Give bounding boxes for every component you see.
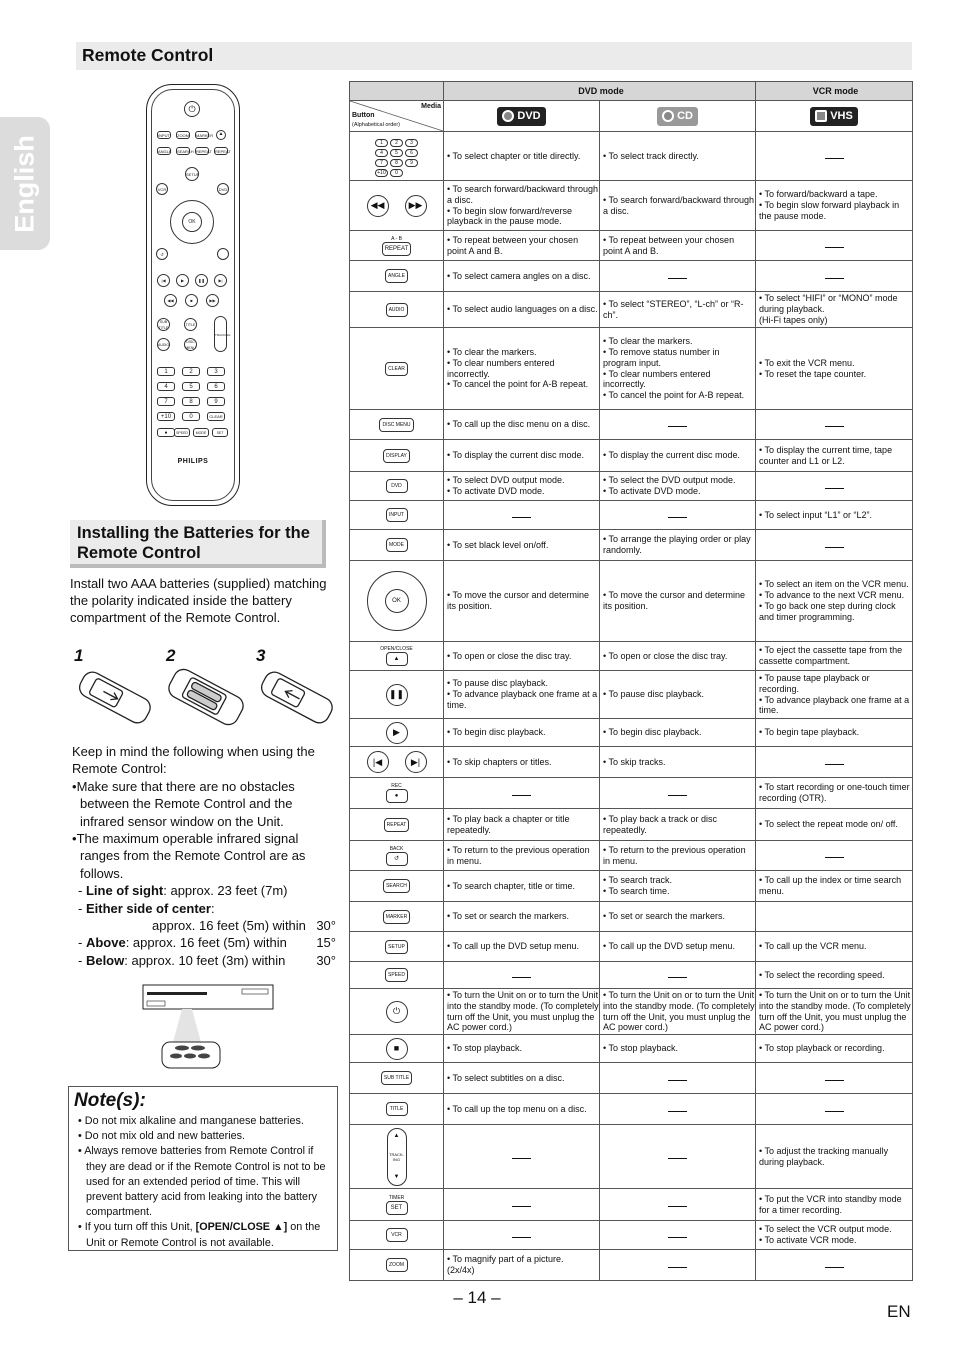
remote-btn-open-close: ▲ <box>216 130 226 140</box>
vcr-function-cell: • To select an item on the VCR menu. • To advance to the next VCR menu. • To go back one step during clock and timer programming. <box>756 561 913 642</box>
table-row <box>350 181 913 231</box>
vcr-function-cell <box>756 231 913 261</box>
note-item: • Do not mix old and new batteries. <box>78 1130 246 1143</box>
vcr-function-cell: • To display the current time, tape counter and L1 or L2. <box>756 440 913 472</box>
vhs-logo: VHS <box>810 107 858 126</box>
page-number: – 14 – <box>453 1288 501 1307</box>
table-row <box>350 328 913 410</box>
dvd-function-cell: • To select chapter or title directly. <box>444 132 600 181</box>
cd-function-cell: • To stop playback. <box>600 1035 756 1063</box>
angle-icon: ANGLE <box>350 261 444 292</box>
remote-btn-marker: MARKER <box>196 133 214 138</box>
dvd-function-cell: • To stop playback. <box>444 1035 600 1063</box>
language-tab: English <box>0 117 50 250</box>
play-icon: ▶ <box>176 274 189 287</box>
vcr-function-cell <box>756 530 913 561</box>
dvd-function-cell: • To select DVD output mode. • To activate DVD mode. <box>444 472 600 501</box>
vcr-function-cell: • To exit the VCR menu. • To reset the tape counter. <box>756 328 913 410</box>
remote-btn-tracking: TRACKING <box>214 316 227 352</box>
cd-function-cell: • To display the current disc mode. <box>600 440 756 472</box>
zoom-icon: ZOOM <box>350 1250 444 1281</box>
cd-logo: CD <box>657 107 698 126</box>
table-row <box>350 902 913 932</box>
vcr-icon: VCR <box>350 1221 444 1250</box>
dvd-function-cell: • To search chapter, title or time. <box>444 871 600 902</box>
rec-icon: REC ● <box>350 778 444 809</box>
cd-function-cell <box>600 410 756 440</box>
dvd-function-cell: • To pause disc playback. • To advance playback one frame at a time. <box>444 671 600 719</box>
vcr-function-cell <box>756 410 913 440</box>
vcr-mode-header: VCR mode <box>756 82 913 101</box>
cd-function-cell <box>600 1221 756 1250</box>
dvd-mode-header: DVD mode <box>444 82 756 101</box>
unit-infrared-illustration <box>142 984 274 1070</box>
cd-function-cell: • To begin disc playback. <box>600 719 756 747</box>
clear-icon: CLEAR <box>350 328 444 410</box>
batteries-text: Install two AAA batteries (supplied) matching the polarity indicated inside the battery compartment of the Remote Control. <box>70 576 327 625</box>
table-row <box>350 1189 913 1221</box>
step-3-label: 3 <box>256 646 266 665</box>
setup-icon: SETUP <box>350 932 444 962</box>
cd-function-cell <box>600 1189 756 1221</box>
table-row <box>350 561 913 642</box>
remote-btn-0: 0 <box>182 412 200 421</box>
range-line-of-sight: - Line of sight: approx. 23 feet (7m) <box>78 883 288 899</box>
cd-function-cell: • To search track. • To search time. <box>600 871 756 902</box>
step-2-label: 2 <box>166 646 176 665</box>
vcr-function-cell <box>756 1063 913 1094</box>
cd-function-cell: • To call up the DVD setup menu. <box>600 932 756 962</box>
notes-box <box>68 1086 338 1251</box>
stop-icon: ■ <box>350 1035 444 1063</box>
dvd-function-cell: • To begin disc playback. <box>444 719 600 747</box>
cd-function-cell: • To repeat between your chosen point A and B. <box>600 231 756 261</box>
vcr-function-cell: • To select “HIFI” or “MONO” mode during playback. (Hi-Fi tapes only) <box>756 292 913 328</box>
vcr-function-cell <box>756 1094 913 1125</box>
dvd-function-cell <box>444 962 600 989</box>
vcr-function-cell: • To begin tape playback. <box>756 719 913 747</box>
vcr-function-cell: • To start recording or one-touch timer recording (OTR). <box>756 778 913 809</box>
dvd-function-cell <box>444 1221 600 1250</box>
dvd-function-cell <box>444 1189 600 1221</box>
stop-icon: ■ <box>185 294 198 307</box>
remote-btn-disc-menu: DISC MENU <box>185 340 196 350</box>
rewind-icon: ◀◀ <box>164 294 177 307</box>
keep-intro: Keep in mind the following when using the Remote Control: <box>72 744 315 777</box>
skip-forward-icon: ▶| <box>214 274 227 287</box>
power-icon: ⏻ <box>184 101 200 117</box>
search-icon: SEARCH <box>350 871 444 902</box>
vcr-function-cell: • To put the VCR into standby mode for a timer recording. <box>756 1189 913 1221</box>
cd-function-cell: • To play back a track or disc repeatedly. <box>600 809 756 841</box>
dvd-function-cell <box>444 501 600 530</box>
remote-btn-4: 4 <box>157 382 175 391</box>
vcr-function-cell: • To forward/backward a tape. • To begin slow forward playback in the pause mode. <box>756 181 913 231</box>
remote-btn-title: TITLE <box>184 318 197 331</box>
cd-function-cell: • To select track directly. <box>600 132 756 181</box>
audio-icon: AUDIO <box>350 292 444 328</box>
cd-function-cell: • To search forward/backward through a disc. <box>600 181 756 231</box>
dvd-function-cell: • To turn the Unit on or to turn the Unit into the standby mode. (To completely turn off the Unit, you must unplug the AC power cord.) <box>444 989 600 1035</box>
title-icon: TITLE <box>350 1094 444 1125</box>
dvd-function-cell <box>444 1125 600 1189</box>
repeat-ab-icon: A - B REPEAT <box>350 231 444 261</box>
remote-btn-angle: ANGLE <box>158 149 172 154</box>
range-above: - Above: approx. 16 feet (5m) within 15° <box>78 935 336 951</box>
remote-btn-repeat-ab: REPEAT <box>196 149 212 154</box>
step-1-label: 1 <box>74 646 84 665</box>
table-row <box>350 472 913 501</box>
brand-logo: PHILIPS <box>177 458 209 465</box>
cd-function-cell: • To arrange the playing order or play randomly. <box>600 530 756 561</box>
table-row <box>350 1250 913 1281</box>
remote-btn-7: 7 <box>157 397 175 406</box>
input-icon: INPUT <box>350 501 444 530</box>
vcr-function-cell <box>756 747 913 778</box>
remote-btn-zoom: ZOOM <box>177 133 189 138</box>
remote-btn-repeat: REPEAT <box>215 149 231 154</box>
vcr-function-cell <box>756 472 913 501</box>
skip-icons: |◀ ▶| <box>350 747 444 778</box>
dvd-function-cell: • To return to the previous operation in menu. <box>444 841 600 871</box>
battery-step-2-illustration <box>164 662 248 732</box>
cd-function-cell <box>600 1094 756 1125</box>
cd-function-cell: • To pause disc playback. <box>600 671 756 719</box>
vcr-function-cell: • To turn the Unit on or to turn the Unit into the standby mode. (To completely turn off the Unit, you must unplug the AC power cord.) <box>756 989 913 1035</box>
vhs-logo-cell <box>756 101 913 132</box>
note-item: • Always remove batteries from Remote Control if they are dead or if the Remote Control is not to be used for an extended period of time. This will prevent battery acid from leaking into the battery compartment. <box>78 1145 326 1219</box>
cd-function-cell <box>600 501 756 530</box>
cd-function-cell: • To turn the Unit on or to turn the Unit into the standby mode. (To completely turn off the Unit, you must unplug the AC power cord.) <box>600 989 756 1035</box>
cd-function-cell <box>600 962 756 989</box>
table-row <box>350 989 913 1035</box>
dvd-icon: DVD <box>350 472 444 501</box>
table-row <box>350 642 913 671</box>
remote-btn-audio: AUDIO <box>157 338 170 351</box>
language-code: EN <box>887 1302 911 1321</box>
table-row <box>350 292 913 328</box>
cd-function-cell: • To open or close the disc tray. <box>600 642 756 671</box>
table-row <box>350 261 913 292</box>
range-either-side: - Either side of center: <box>78 900 215 916</box>
remote-btn-mode: MODE <box>193 428 209 437</box>
remote-btn-search: SEARCH <box>177 149 194 154</box>
vcr-function-cell: • To stop playback or recording. <box>756 1035 913 1063</box>
table-row <box>350 671 913 719</box>
range-below: - Below: approx. 10 feet (3m) within 30° <box>78 952 336 968</box>
remote-btn-input: INPUT <box>158 133 170 138</box>
cd-function-cell <box>600 1250 756 1281</box>
table-row <box>350 530 913 561</box>
vcr-function-cell: • To call up the VCR menu. <box>756 932 913 962</box>
dvd-function-cell: • To move the cursor and determine its position. <box>444 561 600 642</box>
vcr-function-cell <box>756 1250 913 1281</box>
remote-control-illustration <box>146 84 240 506</box>
vcr-function-cell: • To adjust the tracking manually during playback. <box>756 1125 913 1189</box>
table-row <box>350 809 913 841</box>
cd-function-cell <box>600 778 756 809</box>
notes-title: Note(s): <box>74 1090 146 1111</box>
table-row <box>350 1094 913 1125</box>
remote-btn-ok: OK <box>182 212 202 232</box>
dvd-function-cell: • To call up the disc menu on a disc. <box>444 410 600 440</box>
remote-btn-speed: SPEED <box>174 428 190 437</box>
table-row <box>350 1063 913 1094</box>
table-row <box>350 1125 913 1189</box>
dvd-function-cell: • To search forward/backward through a disc. • To begin slow forward/reverse playback in the pause mode. <box>444 181 600 231</box>
cd-function-cell: • To select “STEREO”, “L-ch” or “R-ch”. <box>600 292 756 328</box>
dvd-function-cell: • To select audio languages on a disc. <box>444 292 600 328</box>
mode-icon: MODE <box>350 530 444 561</box>
table-row <box>350 747 913 778</box>
table-row <box>350 719 913 747</box>
vcr-function-cell: • To select the VCR output mode. • To activate VCR mode. <box>756 1221 913 1250</box>
vcr-function-cell <box>756 132 913 181</box>
table-row <box>350 501 913 530</box>
dvd-function-cell: • To call up the top menu on a disc. <box>444 1094 600 1125</box>
dvd-function-cell: • To magnify part of a picture. (2x/4x) <box>444 1250 600 1281</box>
number-keys-icon: 1 2 3 4 5 6 7 8 9 +10 0 <box>350 132 444 181</box>
section-title: Remote Control <box>70 42 912 70</box>
repeat-icon: REPEAT <box>350 809 444 841</box>
media-button-corner: Media Button (Alphabetical order) <box>350 101 444 132</box>
remote-btn-dvd: DVD <box>217 183 229 195</box>
fast-forward-icon: ▶▶ <box>206 294 219 307</box>
button-function-table <box>349 81 913 1281</box>
table-row <box>350 132 913 181</box>
back-icon: BACK ↺ <box>350 841 444 871</box>
cd-function-cell: • To move the cursor and determine its position. <box>600 561 756 642</box>
vcr-function-cell <box>756 902 913 932</box>
power-icon: ⏻ <box>350 989 444 1035</box>
table-row <box>350 841 913 871</box>
dvd-function-cell: • To call up the DVD setup menu. <box>444 932 600 962</box>
cd-function-cell: • To set or search the markers. <box>600 902 756 932</box>
vcr-function-cell: • To select the recording speed. <box>756 962 913 989</box>
remote-btn-display <box>217 248 229 260</box>
vcr-function-cell <box>756 261 913 292</box>
bullet-range: •The maximum operable infrared signal ranges from the Remote Control are as follows. <box>72 831 306 881</box>
cd-function-cell <box>600 1063 756 1094</box>
remote-btn-setup: SETUP <box>185 167 199 181</box>
remote-btn-6: 6 <box>207 382 225 391</box>
remote-btn-9: 9 <box>207 397 225 406</box>
pause-icon: ❚❚ <box>350 671 444 719</box>
remote-btn-plus10: +10 <box>157 412 175 421</box>
note-item: • If you turn off this Unit, [OPEN/CLOSE ▲] on the Unit or Remote Control is not available. <box>78 1221 321 1249</box>
dvd-function-cell: • To display the current disc mode. <box>444 440 600 472</box>
cd-function-cell: • To skip tracks. <box>600 747 756 778</box>
table-row <box>350 1035 913 1063</box>
open-close-icon: OPEN/CLOSE ▲ <box>350 642 444 671</box>
subtitle-icon: SUB TITLE <box>350 1063 444 1094</box>
note-item: • Do not mix alkaline and manganese batteries. <box>78 1115 304 1127</box>
remote-btn-5: 5 <box>182 382 200 391</box>
remote-btn-subtitle: SUB TITLE <box>158 320 169 330</box>
remote-btn-rec: ● <box>157 428 175 437</box>
vcr-function-cell: • To select input “L1” or “L2”. <box>756 501 913 530</box>
vcr-function-cell <box>756 841 913 871</box>
vcr-function-cell: • To call up the index or time search menu. <box>756 871 913 902</box>
remote-btn-vcr: VCR <box>156 183 168 195</box>
cd-function-cell: • To select the DVD output mode. • To activate DVD mode. <box>600 472 756 501</box>
remote-btn-3: 3 <box>207 367 225 376</box>
table-row <box>350 871 913 902</box>
dvd-function-cell: • To skip chapters or titles. <box>444 747 600 778</box>
back-icon: ↺ <box>156 248 168 260</box>
bullet-obstacles: •Make sure that there are no obstacles between the Remote Control and the infrared sensor window on the Unit. <box>72 778 295 829</box>
table-row <box>350 231 913 261</box>
table-row <box>350 440 913 472</box>
dvd-function-cell <box>444 778 600 809</box>
dvd-logo-cell <box>444 101 600 132</box>
skip-back-icon: |◀ <box>157 274 170 287</box>
cd-function-cell: • To clear the markers. • To remove status number in program input. • To clear numbers entered incorrectly. • To cancel the point for A-B repeat. <box>600 328 756 410</box>
cd-logo-cell <box>600 101 756 132</box>
dvd-function-cell: • To set or search the markers. <box>444 902 600 932</box>
remote-btn-8: 8 <box>182 397 200 406</box>
dvd-function-cell: • To play back a chapter or title repeatedly. <box>444 809 600 841</box>
vcr-function-cell: • To select the repeat mode on/ off. <box>756 809 913 841</box>
dvd-logo: DVD <box>497 107 545 126</box>
tracking-icon: ▲ TRACK- ING ▼ <box>350 1125 444 1189</box>
disc-menu-icon: DISC MENU <box>350 410 444 440</box>
marker-icon: MARKER <box>350 902 444 932</box>
table-row <box>350 410 913 440</box>
pause-icon: ❚❚ <box>195 274 208 287</box>
vcr-function-cell: • To pause tape playback or recording. • To advance playback one frame at a time. <box>756 671 913 719</box>
table-row <box>350 932 913 962</box>
usage-notes <box>72 743 336 969</box>
dvd-function-cell: • To set black level on/off. <box>444 530 600 561</box>
table-row <box>350 778 913 809</box>
timer-set-icon: TIMER SET <box>350 1189 444 1221</box>
rewind-ff-icons: ◀◀ ▶▶ <box>350 181 444 231</box>
display-icon: DISPLAY <box>350 440 444 472</box>
remote-btn-2: 2 <box>182 367 200 376</box>
battery-step-1-illustration <box>72 662 156 732</box>
battery-step-3-illustration <box>254 662 338 732</box>
cd-function-cell <box>600 261 756 292</box>
speed-icon: SPEED <box>350 962 444 989</box>
play-icon: ▶ <box>350 719 444 747</box>
range-either-side-value: approx. 16 feet (5m) within 30° <box>152 918 336 934</box>
ok-navigation-icon: OK <box>350 561 444 642</box>
remote-btn-timer-set: SET <box>212 428 228 437</box>
batteries-title: Installing the Batteries for the Remote Control <box>70 520 326 568</box>
dvd-function-cell: • To select subtitles on a disc. <box>444 1063 600 1094</box>
dvd-function-cell: • To repeat between your chosen point A and B. <box>444 231 600 261</box>
vcr-function-cell: • To eject the cassette tape from the cassette compartment. <box>756 642 913 671</box>
dvd-function-cell: • To open or close the disc tray. <box>444 642 600 671</box>
dvd-function-cell: • To clear the markers. • To clear numbers entered incorrectly. • To cancel the point for A-B repeat. <box>444 328 600 410</box>
table-row <box>350 962 913 989</box>
remote-btn-1: 1 <box>157 367 175 376</box>
table-row <box>350 1221 913 1250</box>
remote-btn-clear: CLEAR <box>207 412 225 421</box>
cd-function-cell: • To return to the previous operation in menu. <box>600 841 756 871</box>
dvd-function-cell: • To select camera angles on a disc. <box>444 261 600 292</box>
cd-function-cell <box>600 1125 756 1189</box>
